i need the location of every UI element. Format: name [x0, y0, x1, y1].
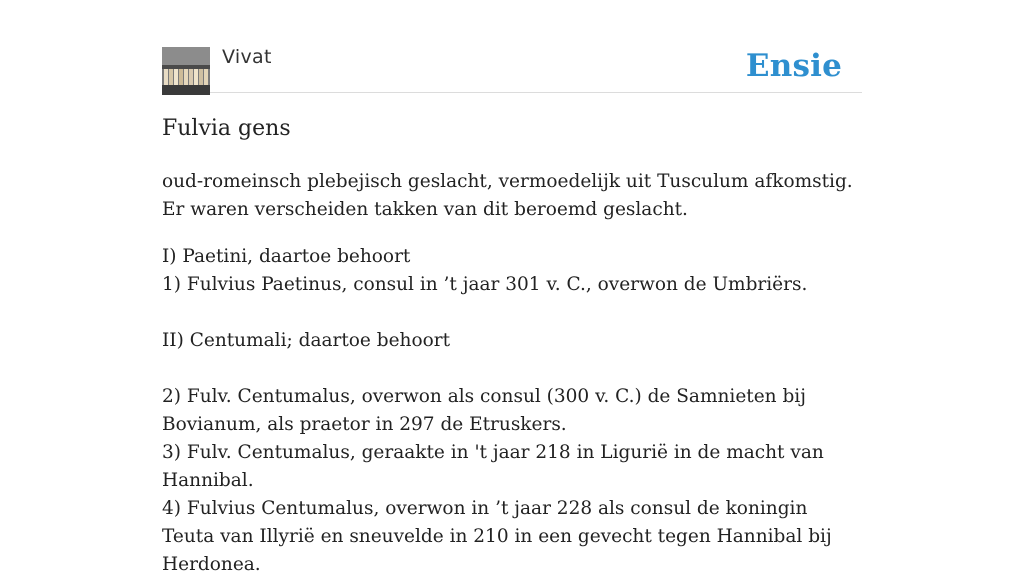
- entry-line: 3) Fulv. Centumalus, geraakte in 't jaar 218 in Ligurië in de macht van Hannibal.: [162, 442, 824, 491]
- entry-intro: oud-romeinsch plebejisch geslacht, vermoedelijk uit Tusculum afkomstig. Er waren verscheiden takken van dit beroemd geslacht.: [162, 171, 853, 220]
- entry-title: Fulvia gens: [162, 116, 291, 141]
- spacer: [162, 355, 862, 383]
- entry-line: II) Centumali; daartoe behoort: [162, 330, 451, 351]
- entry-line: 1) Fulvius Paetinus, consul in ’t jaar 301 v. C., overwon de Umbriërs.: [162, 274, 808, 295]
- bookshelf-avatar-icon[interactable]: [162, 47, 210, 95]
- bookshelf-icon: [162, 47, 210, 95]
- spacer: [162, 299, 862, 327]
- entry-line: 2) Fulv. Centumalus, overwon als consul (300 v. C.) de Samnieten bij Bovianum, als praetor in 297 de Etruskers.: [162, 386, 806, 435]
- entry-header: [162, 46, 862, 93]
- brand-logo[interactable]: Ensie: [745, 48, 842, 84]
- entry-line: 4) Fulvius Centumalus, overwon in ’t jaar 228 als consul de koningin Teuta van Illyrië en sneuvelde in 210 in een gevecht tegen Hannibal bij Herdonea.: [162, 498, 832, 575]
- source-name[interactable]: Vivat: [222, 46, 272, 68]
- entry-body: [162, 168, 862, 579]
- entry-line: I) Paetini, daartoe behoort: [162, 246, 411, 267]
